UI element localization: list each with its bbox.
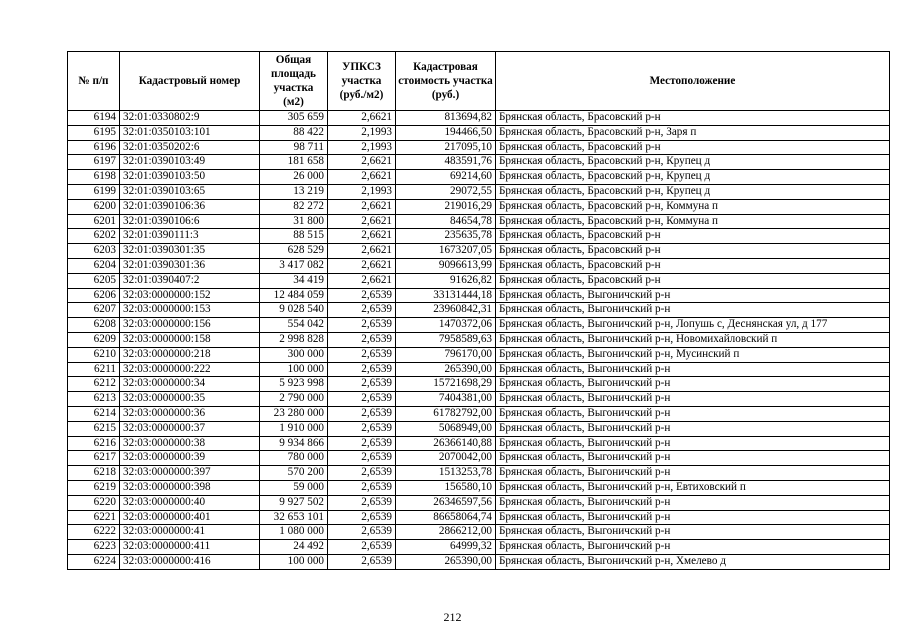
cadastral-number: 32:03:0000000:158 [120,332,260,347]
upksz-value: 2,6539 [328,362,396,377]
upksz-value: 2,1993 [328,140,396,155]
table-row [68,525,890,540]
area-value: 9 028 540 [260,303,328,318]
area-value: 12 484 059 [260,288,328,303]
upksz-value: 2,6539 [328,525,396,540]
cadastral-number: 32:01:0390301:35 [120,244,260,259]
cadastral-number: 32:01:0390103:49 [120,155,260,170]
cadastral-number: 32:01:0350103:101 [120,125,260,140]
table-row [68,421,890,436]
row-number: 6216 [68,436,120,451]
upksz-value: 2,6621 [328,111,396,126]
table-row [68,392,890,407]
header-upksz: УПКСЗ участка (руб./м2) [328,52,396,111]
location: Брянская область, Выгоничский р-н [496,392,890,407]
area-value: 23 280 000 [260,406,328,421]
area-value: 31 800 [260,214,328,229]
table-row [68,199,890,214]
row-number: 6214 [68,406,120,421]
location: Брянская область, Выгоничский р-н [496,540,890,555]
area-value: 100 000 [260,362,328,377]
row-number: 6210 [68,347,120,362]
cadastral-number: 32:01:0330802:9 [120,111,260,126]
cost-value: 194466,50 [396,125,496,140]
cost-value: 235635,78 [396,229,496,244]
location: Брянская область, Выгоничский р-н [496,406,890,421]
location: Брянская область, Брасовский р-н [496,258,890,273]
row-number: 6213 [68,392,120,407]
cost-value: 84654,78 [396,214,496,229]
area-value: 5 923 998 [260,377,328,392]
table-row [68,466,890,481]
row-number: 6201 [68,214,120,229]
location: Брянская область, Выгоничский р-н [496,466,890,481]
area-value: 3 417 082 [260,258,328,273]
cost-value: 265390,00 [396,554,496,569]
area-value: 88 515 [260,229,328,244]
location: Брянская область, Брасовский р-н [496,140,890,155]
upksz-value: 2,6621 [328,229,396,244]
cost-value: 2866212,00 [396,525,496,540]
row-number: 6199 [68,184,120,199]
cadastral-number: 32:01:0390407:2 [120,273,260,288]
cadastral-number: 32:03:0000000:39 [120,451,260,466]
upksz-value: 2,6539 [328,406,396,421]
cadastral-number: 32:03:0000000:156 [120,318,260,333]
location: Брянская область, Выгоничский р-н, Мусинский п [496,347,890,362]
cadastral-number: 32:03:0000000:397 [120,466,260,481]
cost-value: 61782792,00 [396,406,496,421]
table-row [68,170,890,185]
row-number: 6209 [68,332,120,347]
row-number: 6221 [68,510,120,525]
area-value: 628 529 [260,244,328,259]
area-value: 2 998 828 [260,332,328,347]
table-row [68,451,890,466]
cost-value: 7404381,00 [396,392,496,407]
upksz-value: 2,6539 [328,303,396,318]
cadastral-number: 32:03:0000000:36 [120,406,260,421]
cost-value: 217095,10 [396,140,496,155]
table-row [68,303,890,318]
area-value: 26 000 [260,170,328,185]
cost-value: 64999,32 [396,540,496,555]
upksz-value: 2,6539 [328,392,396,407]
table-row [68,111,890,126]
cost-value: 15721698,29 [396,377,496,392]
area-value: 100 000 [260,554,328,569]
table-row [68,510,890,525]
cost-value: 1470372,06 [396,318,496,333]
location: Брянская область, Выгоничский р-н [496,525,890,540]
cadastral-number: 32:03:0000000:40 [120,495,260,510]
row-number: 6205 [68,273,120,288]
table-row [68,554,890,569]
cost-value: 91626,82 [396,273,496,288]
row-number: 6203 [68,244,120,259]
upksz-value: 2,1993 [328,184,396,199]
cadastral-number: 32:03:0000000:411 [120,540,260,555]
location: Брянская область, Выгоничский р-н, Лопушь с, Деснянская ул, д 177 [496,318,890,333]
location: Брянская область, Выгоничский р-н [496,451,890,466]
location: Брянская область, Выгоничский р-н [496,495,890,510]
cadastral-number: 32:03:0000000:153 [120,303,260,318]
upksz-value: 2,6621 [328,273,396,288]
location: Брянская область, Брасовский р-н [496,111,890,126]
row-number: 6215 [68,421,120,436]
location: Брянская область, Брасовский р-н, Заря п [496,125,890,140]
table-row [68,184,890,199]
cost-value: 219016,29 [396,199,496,214]
location: Брянская область, Выгоничский р-н, Евтиховский п [496,480,890,495]
cadastral-number: 32:03:0000000:35 [120,392,260,407]
upksz-value: 2,6621 [328,258,396,273]
table-row [68,362,890,377]
upksz-value: 2,6621 [328,244,396,259]
area-value: 305 659 [260,111,328,126]
row-number: 6219 [68,480,120,495]
area-value: 98 711 [260,140,328,155]
upksz-value: 2,1993 [328,125,396,140]
upksz-value: 2,6539 [328,495,396,510]
location: Брянская область, Брасовский р-н, Крупец д [496,170,890,185]
header-area: Общая площадь участка (м2) [260,52,328,111]
cadastral-number: 32:01:0390103:50 [120,170,260,185]
table-header-row [68,52,890,111]
cost-value: 26346597,56 [396,495,496,510]
cadastral-number: 32:03:0000000:416 [120,554,260,569]
row-number: 6194 [68,111,120,126]
location: Брянская область, Брасовский р-н, Коммуна п [496,214,890,229]
row-number: 6224 [68,554,120,569]
table-row [68,332,890,347]
cost-value: 1513253,78 [396,466,496,481]
upksz-value: 2,6539 [328,318,396,333]
cost-value: 86658064,74 [396,510,496,525]
area-value: 1 910 000 [260,421,328,436]
area-value: 570 200 [260,466,328,481]
upksz-value: 2,6539 [328,332,396,347]
row-number: 6218 [68,466,120,481]
table-row [68,273,890,288]
cost-value: 9096613,99 [396,258,496,273]
upksz-value: 2,6621 [328,214,396,229]
cost-value: 796170,00 [396,347,496,362]
area-value: 32 653 101 [260,510,328,525]
cost-value: 7958589,63 [396,332,496,347]
area-value: 82 272 [260,199,328,214]
cadastral-number: 32:03:0000000:222 [120,362,260,377]
row-number: 6211 [68,362,120,377]
upksz-value: 2,6539 [328,436,396,451]
location: Брянская область, Выгоничский р-н [496,436,890,451]
table-row [68,347,890,362]
area-value: 34 419 [260,273,328,288]
cadastral-number: 32:03:0000000:218 [120,347,260,362]
table-row [68,244,890,259]
upksz-value: 2,6539 [328,421,396,436]
cadastral-number: 32:03:0000000:398 [120,480,260,495]
location: Брянская область, Выгоничский р-н [496,510,890,525]
row-number: 6196 [68,140,120,155]
table-body [68,111,890,570]
cost-value: 5068949,00 [396,421,496,436]
row-number: 6200 [68,199,120,214]
cadastral-number: 32:03:0000000:41 [120,525,260,540]
row-number: 6212 [68,377,120,392]
table-row [68,377,890,392]
location: Брянская область, Выгоничский р-н [496,288,890,303]
table-row [68,140,890,155]
upksz-value: 2,6621 [328,155,396,170]
page-number: 212 [443,610,462,624]
upksz-value: 2,6539 [328,554,396,569]
location: Брянская область, Брасовский р-н, Крупец д [496,155,890,170]
upksz-value: 2,6621 [328,170,396,185]
table-row [68,406,890,421]
area-value: 2 790 000 [260,392,328,407]
cadastral-number: 32:03:0000000:401 [120,510,260,525]
cost-value: 1673207,05 [396,244,496,259]
cost-value: 29072,55 [396,184,496,199]
area-value: 88 422 [260,125,328,140]
header-cadastral-number: Кадастровый номер [120,52,260,111]
cadastral-number: 32:03:0000000:37 [120,421,260,436]
area-value: 300 000 [260,347,328,362]
upksz-value: 2,6539 [328,451,396,466]
cost-value: 813694,82 [396,111,496,126]
table-row [68,229,890,244]
upksz-value: 2,6539 [328,540,396,555]
upksz-value: 2,6539 [328,466,396,481]
upksz-value: 2,6539 [328,377,396,392]
cadastral-number: 32:03:0000000:152 [120,288,260,303]
header-location: Местоположение [496,52,890,111]
cadastral-table [67,51,890,570]
location: Брянская область, Выгоничский р-н [496,303,890,318]
table-row [68,318,890,333]
cadastral-number: 32:01:0390301:36 [120,258,260,273]
row-number: 6197 [68,155,120,170]
area-value: 1 080 000 [260,525,328,540]
location: Брянская область, Брасовский р-н [496,273,890,288]
area-value: 780 000 [260,451,328,466]
table-row [68,436,890,451]
location: Брянская область, Выгоничский р-н [496,421,890,436]
row-number: 6222 [68,525,120,540]
area-value: 13 219 [260,184,328,199]
upksz-value: 2,6539 [328,510,396,525]
location: Брянская область, Выгоничский р-н [496,377,890,392]
cadastral-number: 32:03:0000000:38 [120,436,260,451]
area-value: 181 658 [260,155,328,170]
upksz-value: 2,6539 [328,288,396,303]
table-row [68,288,890,303]
cost-value: 265390,00 [396,362,496,377]
table-row [68,214,890,229]
header-num: № п/п [68,52,120,111]
row-number: 6202 [68,229,120,244]
area-value: 9 927 502 [260,495,328,510]
cost-value: 26366140,88 [396,436,496,451]
location: Брянская область, Выгоничский р-н, Хмелево д [496,554,890,569]
cadastral-number: 32:01:0390106:6 [120,214,260,229]
location: Брянская область, Брасовский р-н, Крупец д [496,184,890,199]
table-row [68,540,890,555]
table-row [68,258,890,273]
table-row [68,155,890,170]
upksz-value: 2,6621 [328,199,396,214]
row-number: 6206 [68,288,120,303]
table-row [68,125,890,140]
row-number: 6195 [68,125,120,140]
row-number: 6204 [68,258,120,273]
upksz-value: 2,6539 [328,480,396,495]
table-row [68,495,890,510]
area-value: 554 042 [260,318,328,333]
upksz-value: 2,6539 [328,347,396,362]
location: Брянская область, Брасовский р-н [496,229,890,244]
header-cadastral-cost: Кадастровая стоимость участка (руб.) [396,52,496,111]
location: Брянская область, Выгоничский р-н, Новомихайловский п [496,332,890,347]
cadastral-number: 32:01:0390106:36 [120,199,260,214]
row-number: 6207 [68,303,120,318]
row-number: 6217 [68,451,120,466]
area-value: 9 934 866 [260,436,328,451]
table-row [68,480,890,495]
cost-value: 483591,76 [396,155,496,170]
cost-value: 23960842,31 [396,303,496,318]
row-number: 6223 [68,540,120,555]
area-value: 24 492 [260,540,328,555]
cadastral-number: 32:01:0390103:65 [120,184,260,199]
cost-value: 2070042,00 [396,451,496,466]
cadastral-number: 32:03:0000000:34 [120,377,260,392]
location: Брянская область, Выгоничский р-н [496,362,890,377]
cost-value: 69214,60 [396,170,496,185]
location: Брянская область, Брасовский р-н, Коммуна п [496,199,890,214]
row-number: 6208 [68,318,120,333]
row-number: 6198 [68,170,120,185]
row-number: 6220 [68,495,120,510]
cost-value: 156580,10 [396,480,496,495]
cadastral-number: 32:01:0390111:3 [120,229,260,244]
area-value: 59 000 [260,480,328,495]
location: Брянская область, Брасовский р-н [496,244,890,259]
cost-value: 33131444,18 [396,288,496,303]
cadastral-number: 32:01:0350202:6 [120,140,260,155]
